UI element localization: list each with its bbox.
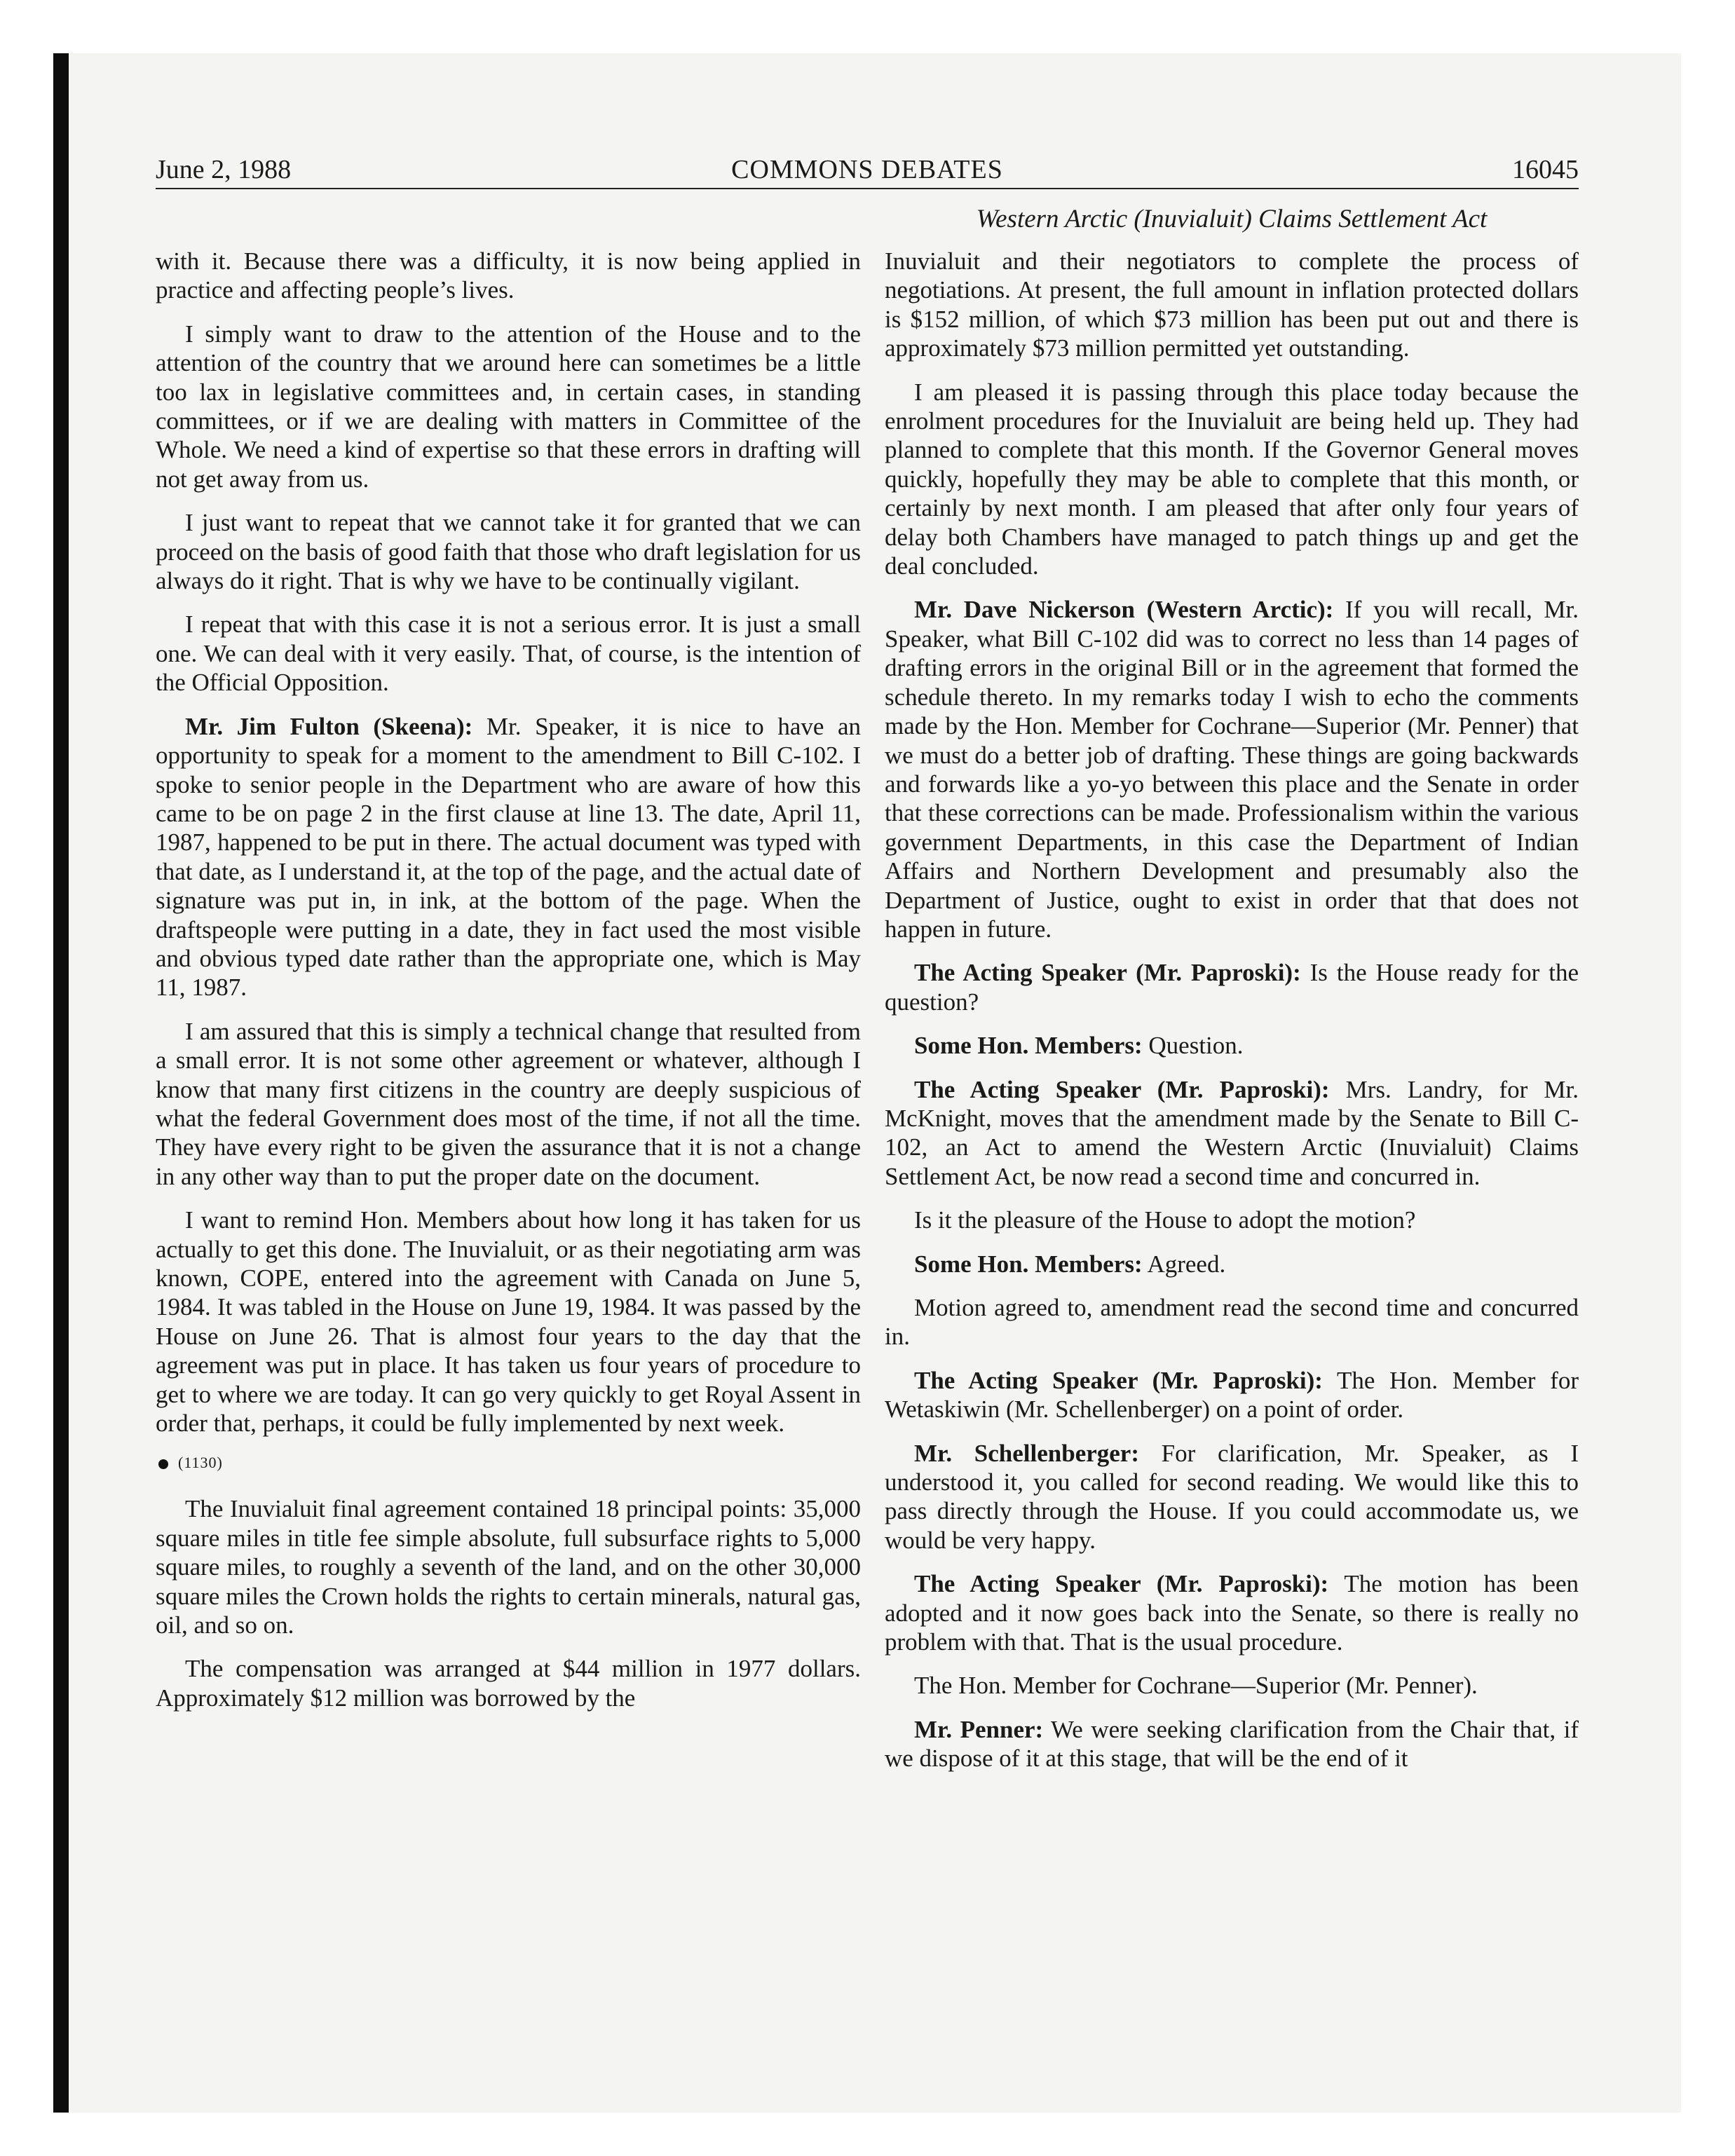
running-title: Western Arctic (Inuvialuit) Claims Settlement Act [976, 205, 1488, 233]
paragraph: with it. Because there was a difficulty, it is now being applied in practice and affecting people’s lives. [156, 247, 861, 304]
paragraph: I am assured that this is simply a technical change that resulted from a small error. It is not some other agreement or whatever, although I know that many first citizens in the country are deeply suspicious of what the federal Government does most of the time, if not all the time. They have every right to be given the assurance that it is not a change in any other way than to put the proper date on the document. [156, 1017, 861, 1190]
paragraph: I simply want to draw to the attention of the House and to the attention of the country that we around here can sometimes be a little too lax in legislative committees and, in certain cases, in standing committees, or if we are dealing with matters in Committee of the Whole. We need a kind of expertise so that these errors in drafting will not get away from us. [156, 320, 861, 493]
header-date: June 2, 1988 [156, 155, 292, 184]
speaker-name: Some Hon. Members: [914, 1032, 1143, 1060]
speaker-name: Mr. Schellenberger: [914, 1439, 1139, 1467]
left-column [156, 247, 861, 1727]
speech-paragraph [156, 712, 861, 1002]
paragraph: The Inuvialuit final agreement contained 18 principal points: 35,000 square miles in title fee simple absolute, full subsurface rights to 5,000 square miles, to roughly a seventh of the land, and on the other 30,000 square miles the Crown holds the rights to certain minerals, natural gas, oil, and so on. [156, 1495, 861, 1639]
speech-text: Is the House ready for the question? [885, 959, 1579, 1016]
speech-paragraph [885, 958, 1579, 1016]
speech-paragraph [885, 1439, 1579, 1555]
speech-paragraph [885, 1366, 1579, 1424]
speech-paragraph [885, 1031, 1579, 1060]
binding-edge [53, 53, 69, 2113]
paragraph: Motion agreed to, amendment read the second time and concurred in. [885, 1294, 1579, 1351]
speech-text: The Hon. Member for Wetaskiwin (Mr. Schellenberger) on a point of order. [885, 1366, 1579, 1424]
paragraph: Is it the pleasure of the House to adopt the motion? [914, 1206, 1416, 1234]
speech-text: The motion has been adopted and it now goes back into the Senate, so there is really no problem with that. That is the usual procedure. [885, 1570, 1579, 1656]
speech-paragraph [885, 1569, 1579, 1656]
speaker-name: The Acting Speaker (Mr. Paproski): [914, 1366, 1323, 1394]
speaker-name: Some Hon. Members: [914, 1250, 1143, 1278]
speaker-name: The Acting Speaker (Mr. Paproski): [914, 1570, 1329, 1598]
page-header [156, 151, 1579, 189]
speech-text: Mr. Speaker, it is nice to have an opportunity to speak for a moment to the amendment to Bill C-102. I spoke to senior people in the Department who are aware of how this came to be on page 2 in the first clause at line 13. The date, April 11, 1987, happened to be put in there. The actual document was typed with that date, as I understand it, at the top of the page, and the actual date of signature was put in, in ink, at the bottom of the page. When the draftspeople were putting in a date, they in fact used the most visible and obvious typed date rather than the appropriate one, which is May 11, 1987. [156, 712, 861, 1002]
header-journal-title: COMMONS DEBATES [731, 155, 1003, 184]
paragraph: I just want to repeat that we cannot take it for granted that we can proceed on the basis of good faith that those who draft legislation for us always do it right. That is why we have to be continually vigilant. [156, 509, 862, 595]
speaker-name: Mr. Dave Nickerson (Western Arctic): [914, 596, 1334, 624]
header-page-number: 16045 [1512, 155, 1579, 184]
speaker-name: Mr. Penner: [914, 1715, 1044, 1743]
speech-paragraph [885, 1075, 1579, 1192]
speech-text: For clarification, Mr. Speaker, as I understood it, you called for second reading. We would like this to pass directly through the House. If you could accommodate us, we would be very happy. [885, 1439, 1579, 1554]
paragraph: I repeat that with this case it is not a serious error. It is just a small one. We can deal with it very easily. That, of course, is the intention of the Official Opposition. [156, 610, 861, 697]
speech-text: We were seeking clarification from the Chair that, if we dispose of it at this stage, that will be the end of it [885, 1715, 1579, 1773]
speech-paragraph [885, 1250, 1579, 1278]
speech-paragraph [885, 595, 1579, 943]
speech-text: If you will recall, Mr. Speaker, what Bill C-102 did was to correct no less than 14 pages of drafting errors in the original Bill or in the agreement that formed the schedule thereto. In my remarks today I wish to echo the comments made by the Hon. Member for Cochrane—Superior (Mr. Penner) that we must do a better job of drafting. These things are going backwards and forwards like a yo-yo between this place and the Senate in order that these corrections can be made. Professionalism within the various government Departments, in this case the Department of Indian Affairs and Northern Development and presumably also the Department of Justice, ought to exist in order that that does not happen in future. [885, 596, 1579, 943]
bullet-icon [158, 1459, 168, 1469]
paragraph: Inuvialuit and their negotiators to complete the process of negotiations. At present, the full amount in inflation protected dollars is $152 million, of which $73 million has been put out and there is approximately $73 million permitted yet outstanding. [885, 247, 1579, 362]
time-marker-text: (1130) [178, 1454, 223, 1472]
speaker-name: The Acting Speaker (Mr. Paproski): [914, 959, 1301, 987]
speech-text: Agreed. [1142, 1250, 1226, 1278]
paragraph: The compensation was arranged at $44 million in 1977 dollars. Approximately $12 million was borrowed by the [156, 1655, 861, 1712]
speech-text: Mrs. Landry, for Mr. McKnight, moves that the amendment made by the Senate to Bill C-102, an Act to amend the Western Arctic (Inuvialuit) Claims Settlement Act, be now read a second time and concurred in. [885, 1075, 1579, 1190]
right-column [885, 247, 1579, 1788]
speech-text: Question. [1142, 1032, 1244, 1060]
paragraph: I am pleased it is passing through this place today because the enrolment procedures for the Inuvialuit are being held up. They had planned to complete that this month. If the Governor General moves quickly, hopefully they may be able to complete that this month, or certainly by next month. I am pleased that after only four years of delay both Chambers have managed to patch things up and get the deal concluded. [885, 378, 1579, 580]
time-marker [158, 1452, 861, 1473]
speech-paragraph [885, 1715, 1579, 1773]
paragraph: The Hon. Member for Cochrane—Superior (Mr. Penner). [914, 1672, 1478, 1700]
speaker-name: The Acting Speaker (Mr. Paproski): [914, 1075, 1330, 1103]
paragraph: I want to remind Hon. Members about how long it has taken for us actually to get this done. The Inuvialuit, or as their negotiating arm was known, COPE, entered into the agreement with Canada on June 5, 1984. It was tabled in the House on June 19, 1984. It was passed by the House on June 26. That is almost four years to the day that the agreement was put in place. It has taken us four years of procedure to get to where we are today. It can go very quickly to get Royal Assent in order that, perhaps, it could be fully implemented by next week. [156, 1206, 861, 1438]
speaker-name: Mr. Jim Fulton (Skeena): [185, 712, 473, 740]
